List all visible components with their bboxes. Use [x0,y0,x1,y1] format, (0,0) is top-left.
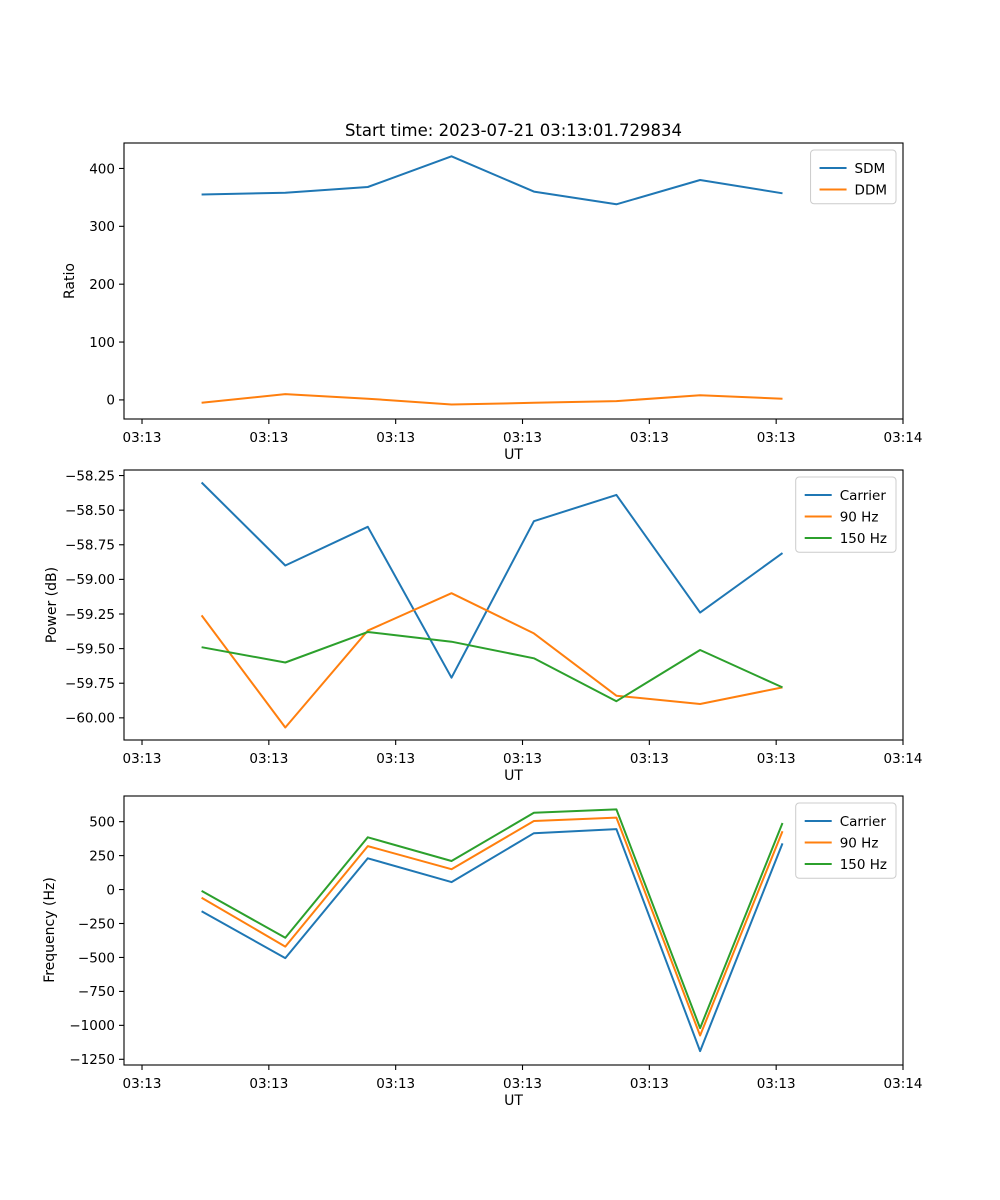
y-tick-label: 100 [89,334,115,351]
y-tick-label: −1250 [69,1052,115,1069]
legend [796,477,896,552]
frequency-subplot [42,796,922,1109]
y-tick-label: 0 [106,882,115,899]
x-tick-label: 03:14 [883,1076,923,1092]
y-tick-label: −58.25 [65,468,115,485]
x-tick-label: 03:13 [122,751,162,767]
series-line-carrier [202,483,783,678]
x-tick-label: 03:13 [122,430,162,446]
series-line-ddm [202,394,783,404]
y-tick-label: −500 [77,950,115,967]
x-tick-label: 03:13 [503,1076,542,1092]
y-tick-label: 500 [89,814,115,831]
legend [796,803,896,878]
x-tick-label: 03:13 [249,751,289,767]
x-tick-label: 03:13 [629,430,669,446]
y-tick-label: −59.25 [65,606,115,623]
plot-border [124,796,903,1065]
legend-label: 150 Hz [839,856,887,873]
plot-border [124,143,903,419]
x-tick-label: 03:13 [376,751,416,767]
x-tick-label: 03:13 [756,1076,796,1092]
frequency-plot-area [69,796,922,1092]
x-tick-label: 03:13 [376,430,416,446]
x-tick-label: 03:13 [629,1076,669,1092]
x-tick-label: 03:13 [756,751,796,767]
ratio-subplot [62,143,922,463]
y-tick-label: −58.75 [65,537,115,554]
legend-label: Carrier [839,487,886,504]
legend-label: 90 Hz [839,509,879,526]
x-tick-label: 03:13 [503,751,542,767]
legend-label: DDM [854,182,887,199]
x-tick-label: 03:13 [376,1076,416,1092]
y-axis-label-frequency: Frequency (Hz) [42,877,58,983]
ratio-plot-area [89,143,922,446]
series-line-150-hz [202,632,783,701]
x-tick-label: 03:14 [883,751,923,767]
x-axis-label-ut: UT [504,1093,523,1109]
power-subplot [44,468,922,784]
x-tick-label: 03:13 [122,1076,162,1092]
y-tick-label: −59.75 [65,676,115,693]
legend [811,150,896,204]
series-line-150-hz [202,809,783,1028]
x-tick-label: 03:13 [249,430,289,446]
x-axis-label-ut: UT [504,447,523,463]
x-axis-label-ut: UT [504,768,523,784]
y-tick-label: 250 [89,848,115,865]
y-tick-label: −58.50 [65,502,115,519]
x-tick-label: 03:14 [883,430,923,446]
legend-label: SDM [854,160,886,177]
figure-title: Start time: 2023-07-21 03:13:01.729834 [344,121,683,140]
y-tick-label: 300 [89,219,115,236]
x-tick-label: 03:13 [249,1076,289,1092]
y-tick-label: −59.50 [65,641,115,658]
y-axis-label-ratio: Ratio [62,263,78,299]
y-tick-label: −250 [77,916,115,933]
y-tick-label: 400 [89,161,115,178]
power-plot-area [65,468,922,767]
x-tick-label: 03:13 [756,430,796,446]
y-tick-label: 200 [89,276,115,293]
y-axis-label-power: Power (dB) [44,566,60,644]
legend-label: Carrier [839,813,886,830]
y-tick-label: 0 [106,392,115,409]
plot-border [124,470,903,740]
series-line-90-hz [202,818,783,1036]
legend-label: 90 Hz [839,835,879,852]
series-line-sdm [202,156,783,204]
x-tick-label: 03:13 [629,751,669,767]
y-tick-label: −1000 [69,1018,115,1035]
y-tick-label: −750 [77,984,115,1001]
y-tick-label: −60.00 [65,710,115,727]
y-tick-label: −59.00 [65,572,115,589]
x-tick-label: 03:13 [503,430,542,446]
legend-label: 150 Hz [839,530,887,547]
